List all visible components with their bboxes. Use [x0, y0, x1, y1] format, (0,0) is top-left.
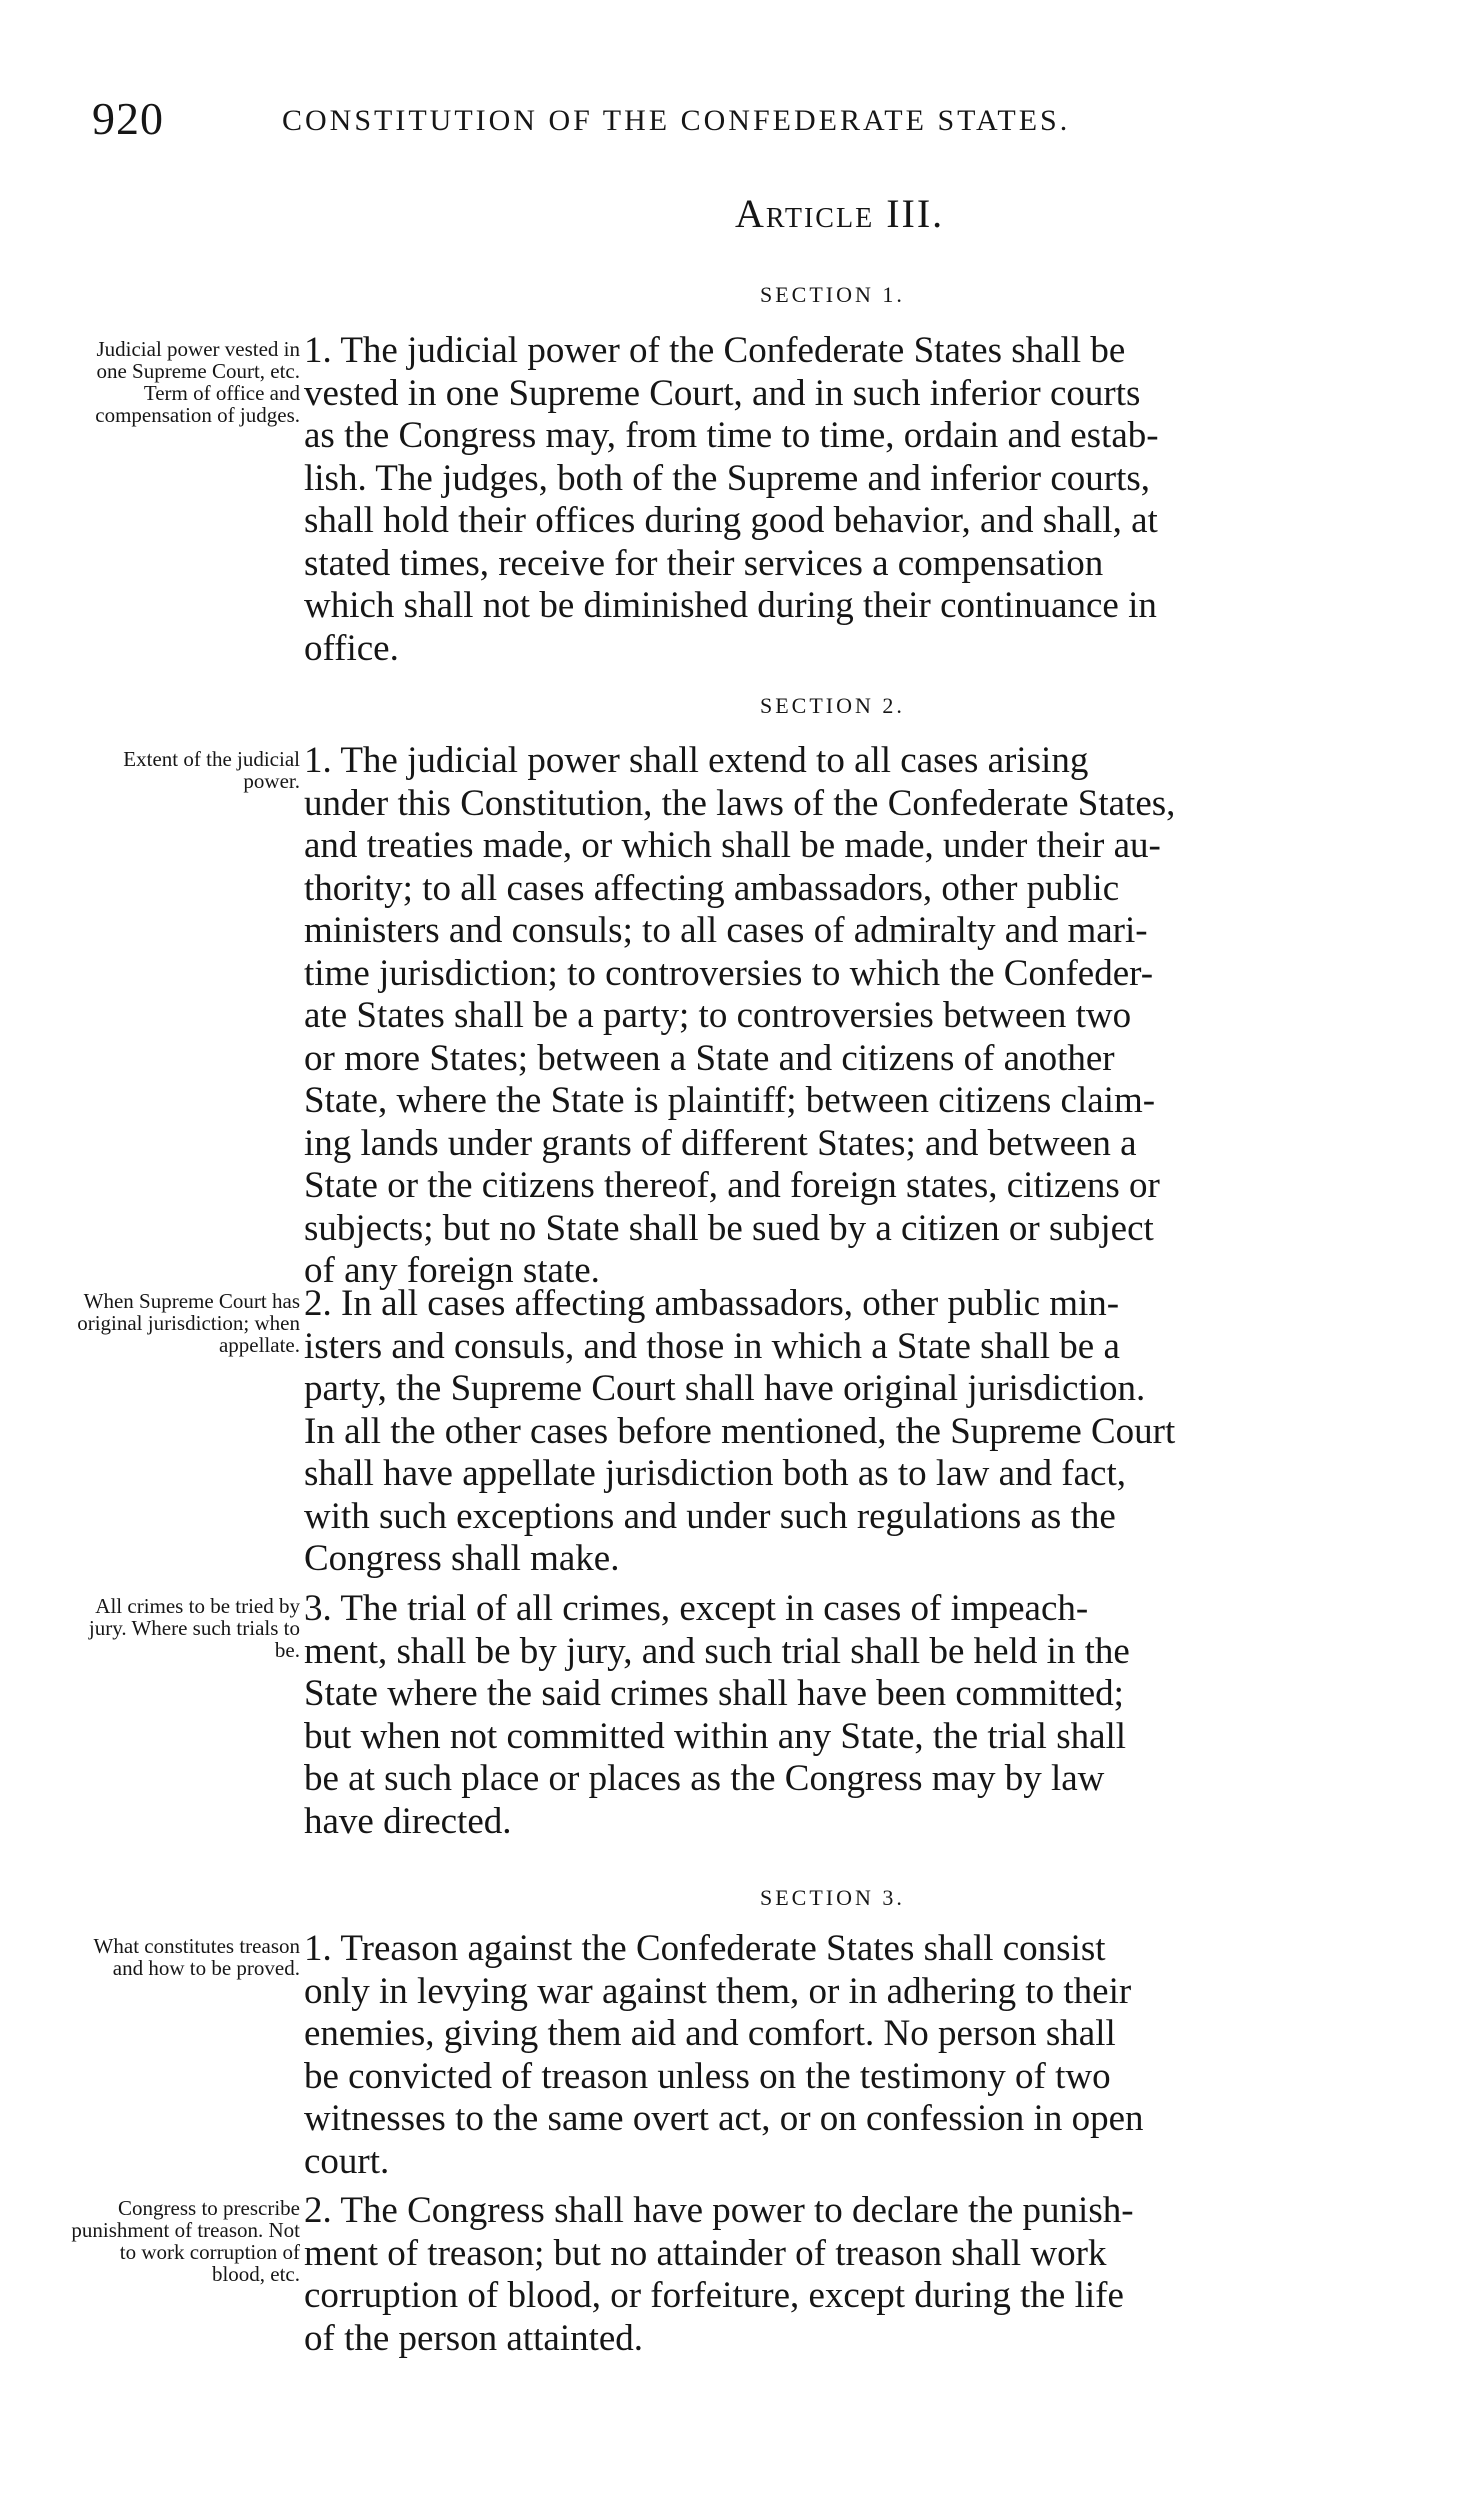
- article-title: Article III.: [735, 191, 945, 236]
- clause-s2-c1: 1. The judicial power shall extend to all cases arising under this Constitution, the laws of the Confederate States, and treaties made, or which shall be made, under their au- thority; to all cases affecting ambassadors, other public ministers and consuls; to all cases of admiralty and mari- time jurisdiction; to controversies to which the Confeder- ate States shall be a party; to controversies between two or more States; between a State and citizens of another State, where the State is plaintiff; between citizens claim- ing lands under grants of different States; and between a State or the citizens thereof, and foreign states, citizens or subjects; but no State shall be sued by a citizen or subject of any foreign state.: [304, 740, 1176, 1291]
- running-title: CONSTITUTION OF THE CONFEDERATE STATES.: [282, 104, 1071, 137]
- clause-s2-c2: 2. In all cases affecting ambassadors, other public min- isters and consuls, and those in which a State shall be a party, the Supreme Court shall have original jurisdiction. In all the other cases before mentioned, the Supreme Court shall have appellate jurisdiction both as to law and fact, with such exceptions and under such regulations as the Congress shall make.: [304, 1283, 1176, 1579]
- page-header: [92, 92, 1392, 152]
- margin-note-s2-c2: When Supreme Court has original jurisdiction; when appellate.: [77, 1289, 300, 1357]
- section-3-heading: SECTION 3.: [760, 1885, 905, 1910]
- margin-note-s3-c1: What constitutes treason and how to be proved.: [93, 1934, 300, 1980]
- margin-note-s2-c1: Extent of the judicial power.: [123, 747, 300, 793]
- margin-note-s2-c3: All crimes to be tried by jury. Where such trials to be.: [88, 1594, 300, 1662]
- clause-s2-c3: 3. The trial of all crimes, except in cases of impeach- ment, shall be by jury, and such trial shall be held in the State where the said crimes shall have been committed; but when not committed within any State, the trial shall be at such place or places as the Congress may by law have directed.: [304, 1588, 1130, 1842]
- page-number: 920: [92, 93, 164, 144]
- clause-s3-c2: 2. The Congress shall have power to declare the punish- ment of treason; but no attainder of treason shall work corruption of blood, or forfeiture, except during the life of the person attainted.: [304, 2190, 1134, 2359]
- clause-s3-c1: 1. Treason against the Confederate States shall consist only in levying war against them, or in adhering to their enemies, giving them aid and comfort. No person shall be convicted of treason unless on the testimony of two witnesses to the same overt act, or on confession in open court.: [304, 1928, 1144, 2182]
- section-1-heading: SECTION 1.: [760, 282, 905, 307]
- margin-note-s3-c2: Congress to prescribe punishment of treason. Not to work corruption of blood, etc.: [71, 2196, 300, 2286]
- margin-note-s1-c1: Judicial power vested in one Supreme Court, etc. Term of office and compensation of judges.: [95, 337, 300, 427]
- section-2-heading: SECTION 2.: [760, 693, 905, 718]
- clause-s1-c1: 1. The judicial power of the Confederate States shall be vested in one Supreme Court, and in such inferior courts as the Congress may, from time to time, ordain and estab- lish. The judges, both of the Supreme and inferior courts, shall hold their offices during good behavior, and shall, at stated times, receive for their services a compensation which shall not be diminished during their continuance in office.: [304, 330, 1159, 669]
